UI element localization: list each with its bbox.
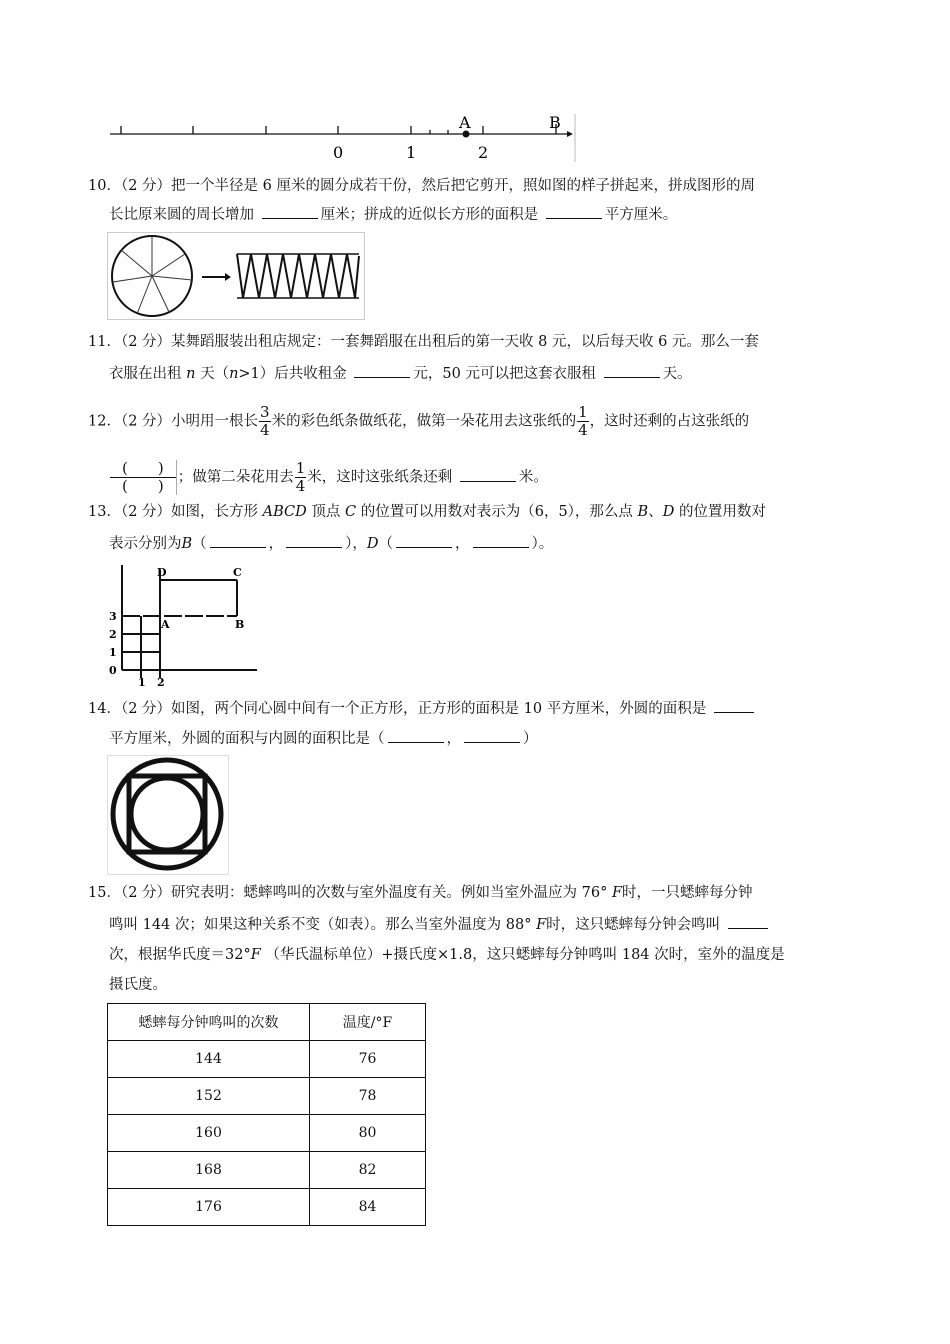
fraction [259, 404, 271, 439]
text: （ [378, 536, 394, 552]
text: 84 [310, 1189, 426, 1226]
text: B [235, 618, 245, 631]
q12-line2 [109, 460, 548, 495]
text: 1 [109, 646, 117, 659]
text: 元，50 元可以把这套衣服租 [413, 366, 596, 382]
text: 76 [310, 1041, 426, 1078]
text: （2 分） [120, 413, 172, 430]
text: 某舞蹈服装出租店规定：一套舞蹈服在出租后的第一天收 8 元，以后每天收 6 元。那么一套 [171, 334, 759, 350]
text: （2 分） [120, 504, 172, 520]
answer-blank [728, 914, 768, 929]
text: 3 [260, 403, 270, 421]
text: 天（ [200, 366, 230, 382]
text: n [186, 366, 196, 382]
text: C [345, 504, 357, 520]
text: ， [446, 731, 461, 747]
text: 160 [108, 1115, 310, 1152]
cricket-temperature-table [107, 1003, 426, 1226]
q11-line1 [88, 332, 759, 352]
text: 0 [109, 664, 117, 677]
table-row [108, 1041, 426, 1078]
answer-blank [388, 728, 444, 743]
text: （华氏温标单位）+摄氏度×1.8，这只蟋蟀每分钟鸣叫 184 次时，室外的温度是 [265, 947, 785, 963]
text: ）， [345, 536, 367, 552]
point-b-label: B [549, 113, 561, 132]
text: F [536, 917, 547, 933]
text: ） [523, 731, 538, 747]
q14-line1 [88, 698, 757, 719]
text: ，这时还剩的占这张纸的 [589, 413, 750, 430]
text: 11． [88, 334, 121, 350]
text: 蟋蟀每分钟鸣叫的次数 [108, 1004, 310, 1041]
answer-blank [262, 204, 318, 219]
q15-line4 [109, 975, 167, 995]
table-row [108, 1078, 426, 1115]
text: 3 [109, 610, 117, 623]
answer-blank [714, 698, 754, 713]
tick-2: 2 [478, 143, 489, 162]
text: ( ) [110, 460, 176, 478]
table-row [108, 1152, 426, 1189]
text: 摄氏度。 [109, 977, 167, 993]
fraction [577, 404, 589, 439]
text: 12． [88, 413, 121, 430]
text: 表示分别为 [109, 536, 182, 552]
tick-0: 0 [333, 143, 344, 162]
answer-blank [210, 533, 266, 548]
text: 鸣叫 144 次；如果这种关系不变（如表）。那么当室外温度为 88° [109, 917, 532, 933]
text: A [161, 618, 170, 631]
text: 1 [295, 459, 306, 477]
text: 82 [310, 1152, 426, 1189]
answer-blank [464, 728, 520, 743]
text: D [157, 566, 167, 579]
number-line-figure [105, 112, 580, 167]
q13-line2 [109, 533, 553, 554]
text: F [611, 885, 623, 901]
text: 78 [310, 1078, 426, 1115]
text: 时，一只蟋蟀每分钟 [622, 885, 753, 901]
text: （2 分） [120, 178, 172, 194]
text: 如图，两个同心圆中间有一个正方形，正方形的面积是 10 平方厘米，外圆的面积是 [171, 701, 707, 717]
text: 2 [109, 628, 117, 641]
text: 把一个半径是 6 厘米的圆分成若干份，然后把它剪开，照如图的样子拼起来，拼成图形的周 [171, 178, 755, 194]
text: 10． [88, 178, 121, 194]
text: （2 分） [120, 885, 172, 901]
answer-blank [473, 533, 529, 548]
text: >1）后共收租金 [238, 366, 347, 382]
text: 衣服在出租 [109, 366, 182, 382]
text: 15． [88, 885, 121, 901]
text: 研究表明：蟋蟀鸣叫的次数与室外温度有关。例如当室外温应为 76° [171, 885, 608, 901]
text: 顶点 [311, 504, 341, 520]
text: 144 [108, 1041, 310, 1078]
text: 时，这只蟋蟀每分钟会鸣叫 [546, 917, 721, 933]
text: 厘米；拼成的近似长方形的面积是 [320, 207, 539, 223]
text: 4 [260, 421, 270, 439]
text: 长比原来圆的周长增加 [109, 207, 254, 223]
text: D [662, 504, 675, 520]
text: 176 [108, 1189, 310, 1226]
text: ( ) [122, 477, 164, 495]
point-a-label: A [459, 113, 471, 132]
q10-line1 [88, 176, 755, 196]
text: B [181, 536, 193, 552]
text: 152 [108, 1078, 310, 1115]
text: 13． [88, 504, 121, 520]
table-row [108, 1189, 426, 1226]
answer-blank [604, 363, 660, 378]
text: 如图，长方形 [171, 504, 259, 520]
text: 平方厘米。 [604, 207, 678, 223]
concentric-circles-square-figure [107, 755, 229, 875]
text: C [233, 566, 242, 579]
text: 1 [578, 403, 588, 421]
text: 4 [295, 477, 306, 495]
text: 80 [310, 1115, 426, 1152]
text: 1 [138, 676, 146, 689]
table-row [108, 1115, 426, 1152]
table-header [108, 1004, 426, 1041]
text: 的位置用数对 [678, 504, 766, 520]
text: 米。 [518, 469, 548, 486]
text: （2 分） [120, 701, 172, 717]
text: ；做第二朵花用去 [177, 469, 294, 486]
answer-blank [396, 533, 452, 548]
text: n [229, 366, 239, 382]
answer-blank [286, 533, 342, 548]
text: 2 [157, 676, 165, 689]
q12-line1 [88, 404, 749, 439]
text: ， [268, 536, 284, 552]
q15-line2 [109, 914, 771, 935]
text: D [366, 536, 379, 552]
circle-to-rectangle-figure [107, 232, 365, 320]
text: ABCD [262, 504, 307, 520]
text: 温度/°F [310, 1004, 426, 1041]
q10-line2 [109, 204, 677, 225]
text: 次，根据华氏度＝32° [109, 947, 251, 963]
answer-blank [354, 363, 410, 378]
coordinate-rectangle-figure [105, 560, 260, 690]
answer-fraction-blank [110, 460, 177, 495]
q14-line2 [109, 728, 538, 749]
q13-line1 [88, 502, 766, 522]
text: 的位置可以用数对表示为（6，5），那么点 [360, 504, 633, 520]
tick-1: 1 [406, 143, 417, 162]
answer-blank [546, 204, 602, 219]
text: 小明用一根长 [171, 413, 259, 430]
text: 天。 [662, 366, 692, 382]
text: 、 [648, 504, 663, 520]
text: ， [455, 536, 470, 552]
text: 4 [578, 421, 588, 439]
text: （ [192, 536, 207, 552]
answer-blank [460, 467, 516, 482]
text: 平方厘米，外圆的面积与内圆的面积比是（ [109, 731, 385, 747]
q15-line3 [109, 945, 785, 965]
q15-line1 [88, 883, 753, 903]
text: 米的彩色纸条做纸花，做第一朵花用去这张纸的 [271, 413, 577, 430]
text: B [637, 504, 649, 520]
text: 14． [88, 701, 121, 717]
text: 米，这时这张纸条还剩 [307, 469, 453, 486]
text: F [250, 947, 261, 963]
q11-line2 [109, 363, 692, 384]
text: （2 分） [120, 334, 172, 350]
fraction [295, 460, 307, 495]
text: 168 [108, 1152, 310, 1189]
text: ）。 [531, 536, 554, 552]
